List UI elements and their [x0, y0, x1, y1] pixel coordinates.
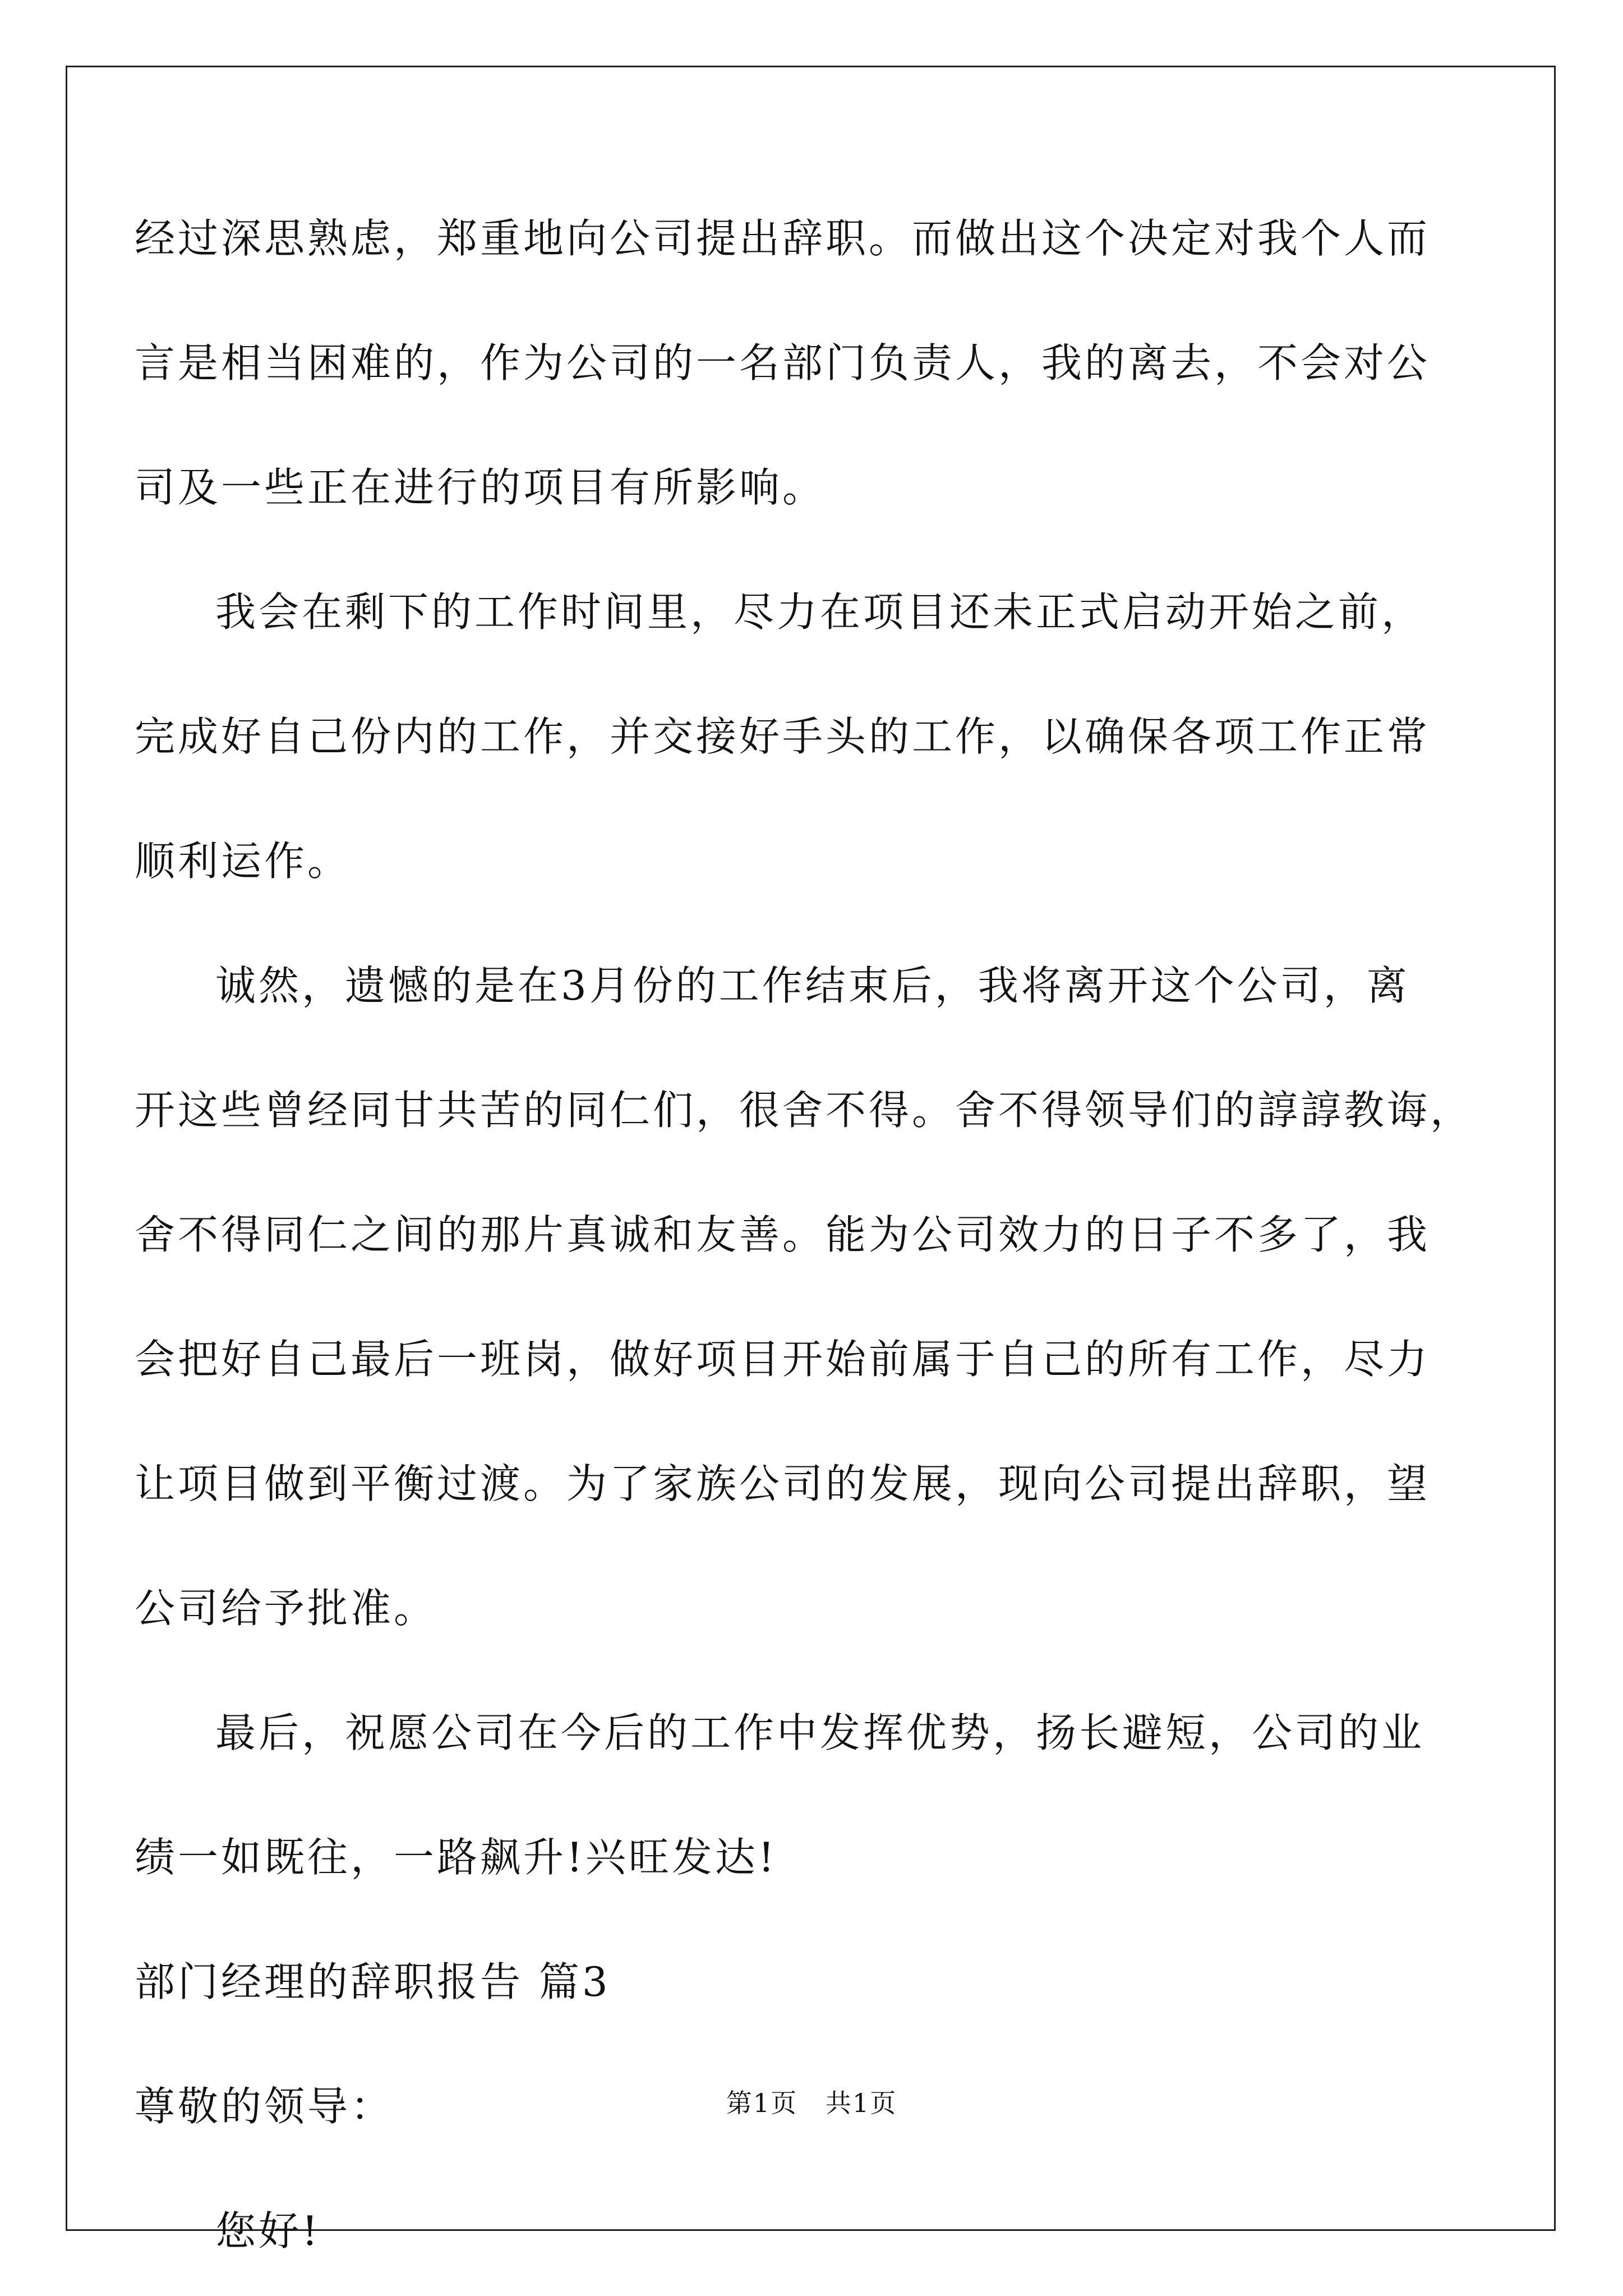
text-line: 公司给予批准。: [135, 1585, 437, 1632]
text-line: 我会在剩下的工作时间里，尽力在项目还未正式启动开始之前，: [215, 588, 1425, 636]
text-line: 诚然，遗憾的是在3月份的工作结束后，我将离开这个公司，离: [215, 962, 1410, 1009]
page-border: [66, 66, 1556, 2231]
text-line: 经过深思熟虑，郑重地向公司提出辞职。而做出这个决定对我个人而: [135, 215, 1431, 262]
section-heading: 部门经理的辞职报告 篇3: [135, 1958, 611, 2005]
text-line: 开这些曾经同甘共苦的同仁们，很舍不得。舍不得领导们的諄諄教诲，: [135, 1087, 1474, 1134]
salutation: 尊敬的领导：: [135, 2083, 394, 2130]
text-line: 完成好自己份内的工作，并交接好手头的工作，以确保各项工作正常: [135, 713, 1431, 760]
text-line: 让项目做到平衡过渡。为了家族公司的发展，现向公司提出辞职，望: [135, 1460, 1431, 1507]
greeting: 您好!: [215, 2207, 321, 2254]
text-line: 最后，祝愿公司在今后的工作中发挥优势，扬长避短，公司的业: [215, 1709, 1425, 1756]
text-line: 司及一些正在进行的项目有所影响。: [135, 464, 826, 511]
text-line: 绩一如既往，一路飙升!兴旺发达!: [135, 1834, 777, 1881]
text-line: 会把好自己最后一班岗，做好项目开始前属于自己的所有工作，尽力: [135, 1336, 1431, 1383]
text-line: 舍不得同仁之间的那片真诚和友善。能为公司效力的日子不多了，我: [135, 1211, 1431, 1258]
page-footer: 第1页 共1页: [726, 2088, 897, 2118]
text-line: 言是相当困难的，作为公司的一名部门负责人，我的离去，不会对公: [135, 339, 1431, 386]
text-line: 顺利运作。: [135, 838, 351, 885]
